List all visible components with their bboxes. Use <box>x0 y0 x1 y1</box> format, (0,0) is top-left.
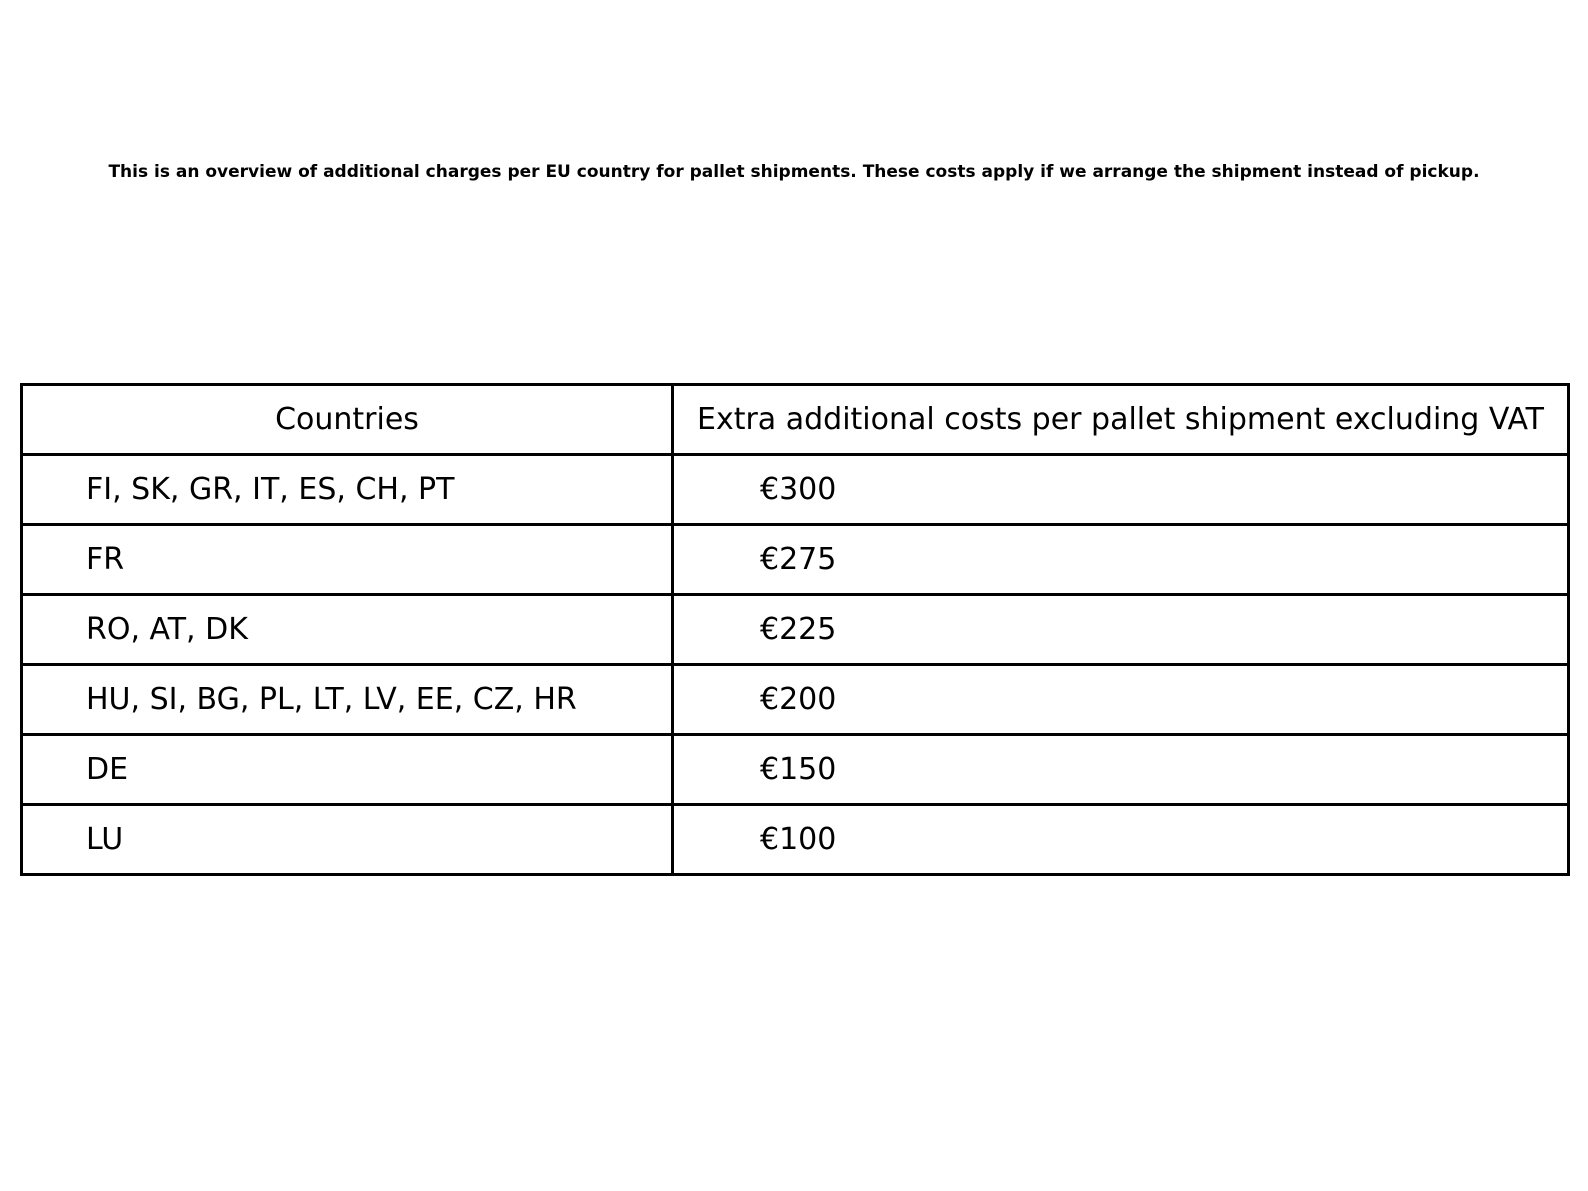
countries-cell: RO, AT, DK <box>22 595 673 665</box>
countries-cell: LU <box>22 805 673 875</box>
figure-caption: This is an overview of additional charges per EU country for pallet shipments. These costs apply if we arrange the shipment instead of pickup. <box>108 162 1480 182</box>
header-row <box>22 385 1569 455</box>
column-header-countries: Countries <box>22 385 673 455</box>
table-row <box>22 455 1569 525</box>
cost-cell: €200 <box>673 665 1569 735</box>
table-row <box>22 735 1569 805</box>
countries-cell: HU, SI, BG, PL, LT, LV, EE, CZ, HR <box>22 665 673 735</box>
column-header-extra-costs: Extra additional costs per pallet shipment excluding VAT <box>673 385 1569 455</box>
table-row <box>22 665 1569 735</box>
cost-cell: €225 <box>673 595 1569 665</box>
cost-cell: €300 <box>673 455 1569 525</box>
cost-cell: €100 <box>673 805 1569 875</box>
countries-cell: DE <box>22 735 673 805</box>
countries-cell: FI, SK, GR, IT, ES, CH, PT <box>22 455 673 525</box>
table-row <box>22 525 1569 595</box>
table-row <box>22 595 1569 665</box>
cost-cell: €275 <box>673 525 1569 595</box>
cost-cell: €150 <box>673 735 1569 805</box>
countries-cell: FR <box>22 525 673 595</box>
charges-table <box>20 383 1570 876</box>
table-row <box>22 805 1569 875</box>
